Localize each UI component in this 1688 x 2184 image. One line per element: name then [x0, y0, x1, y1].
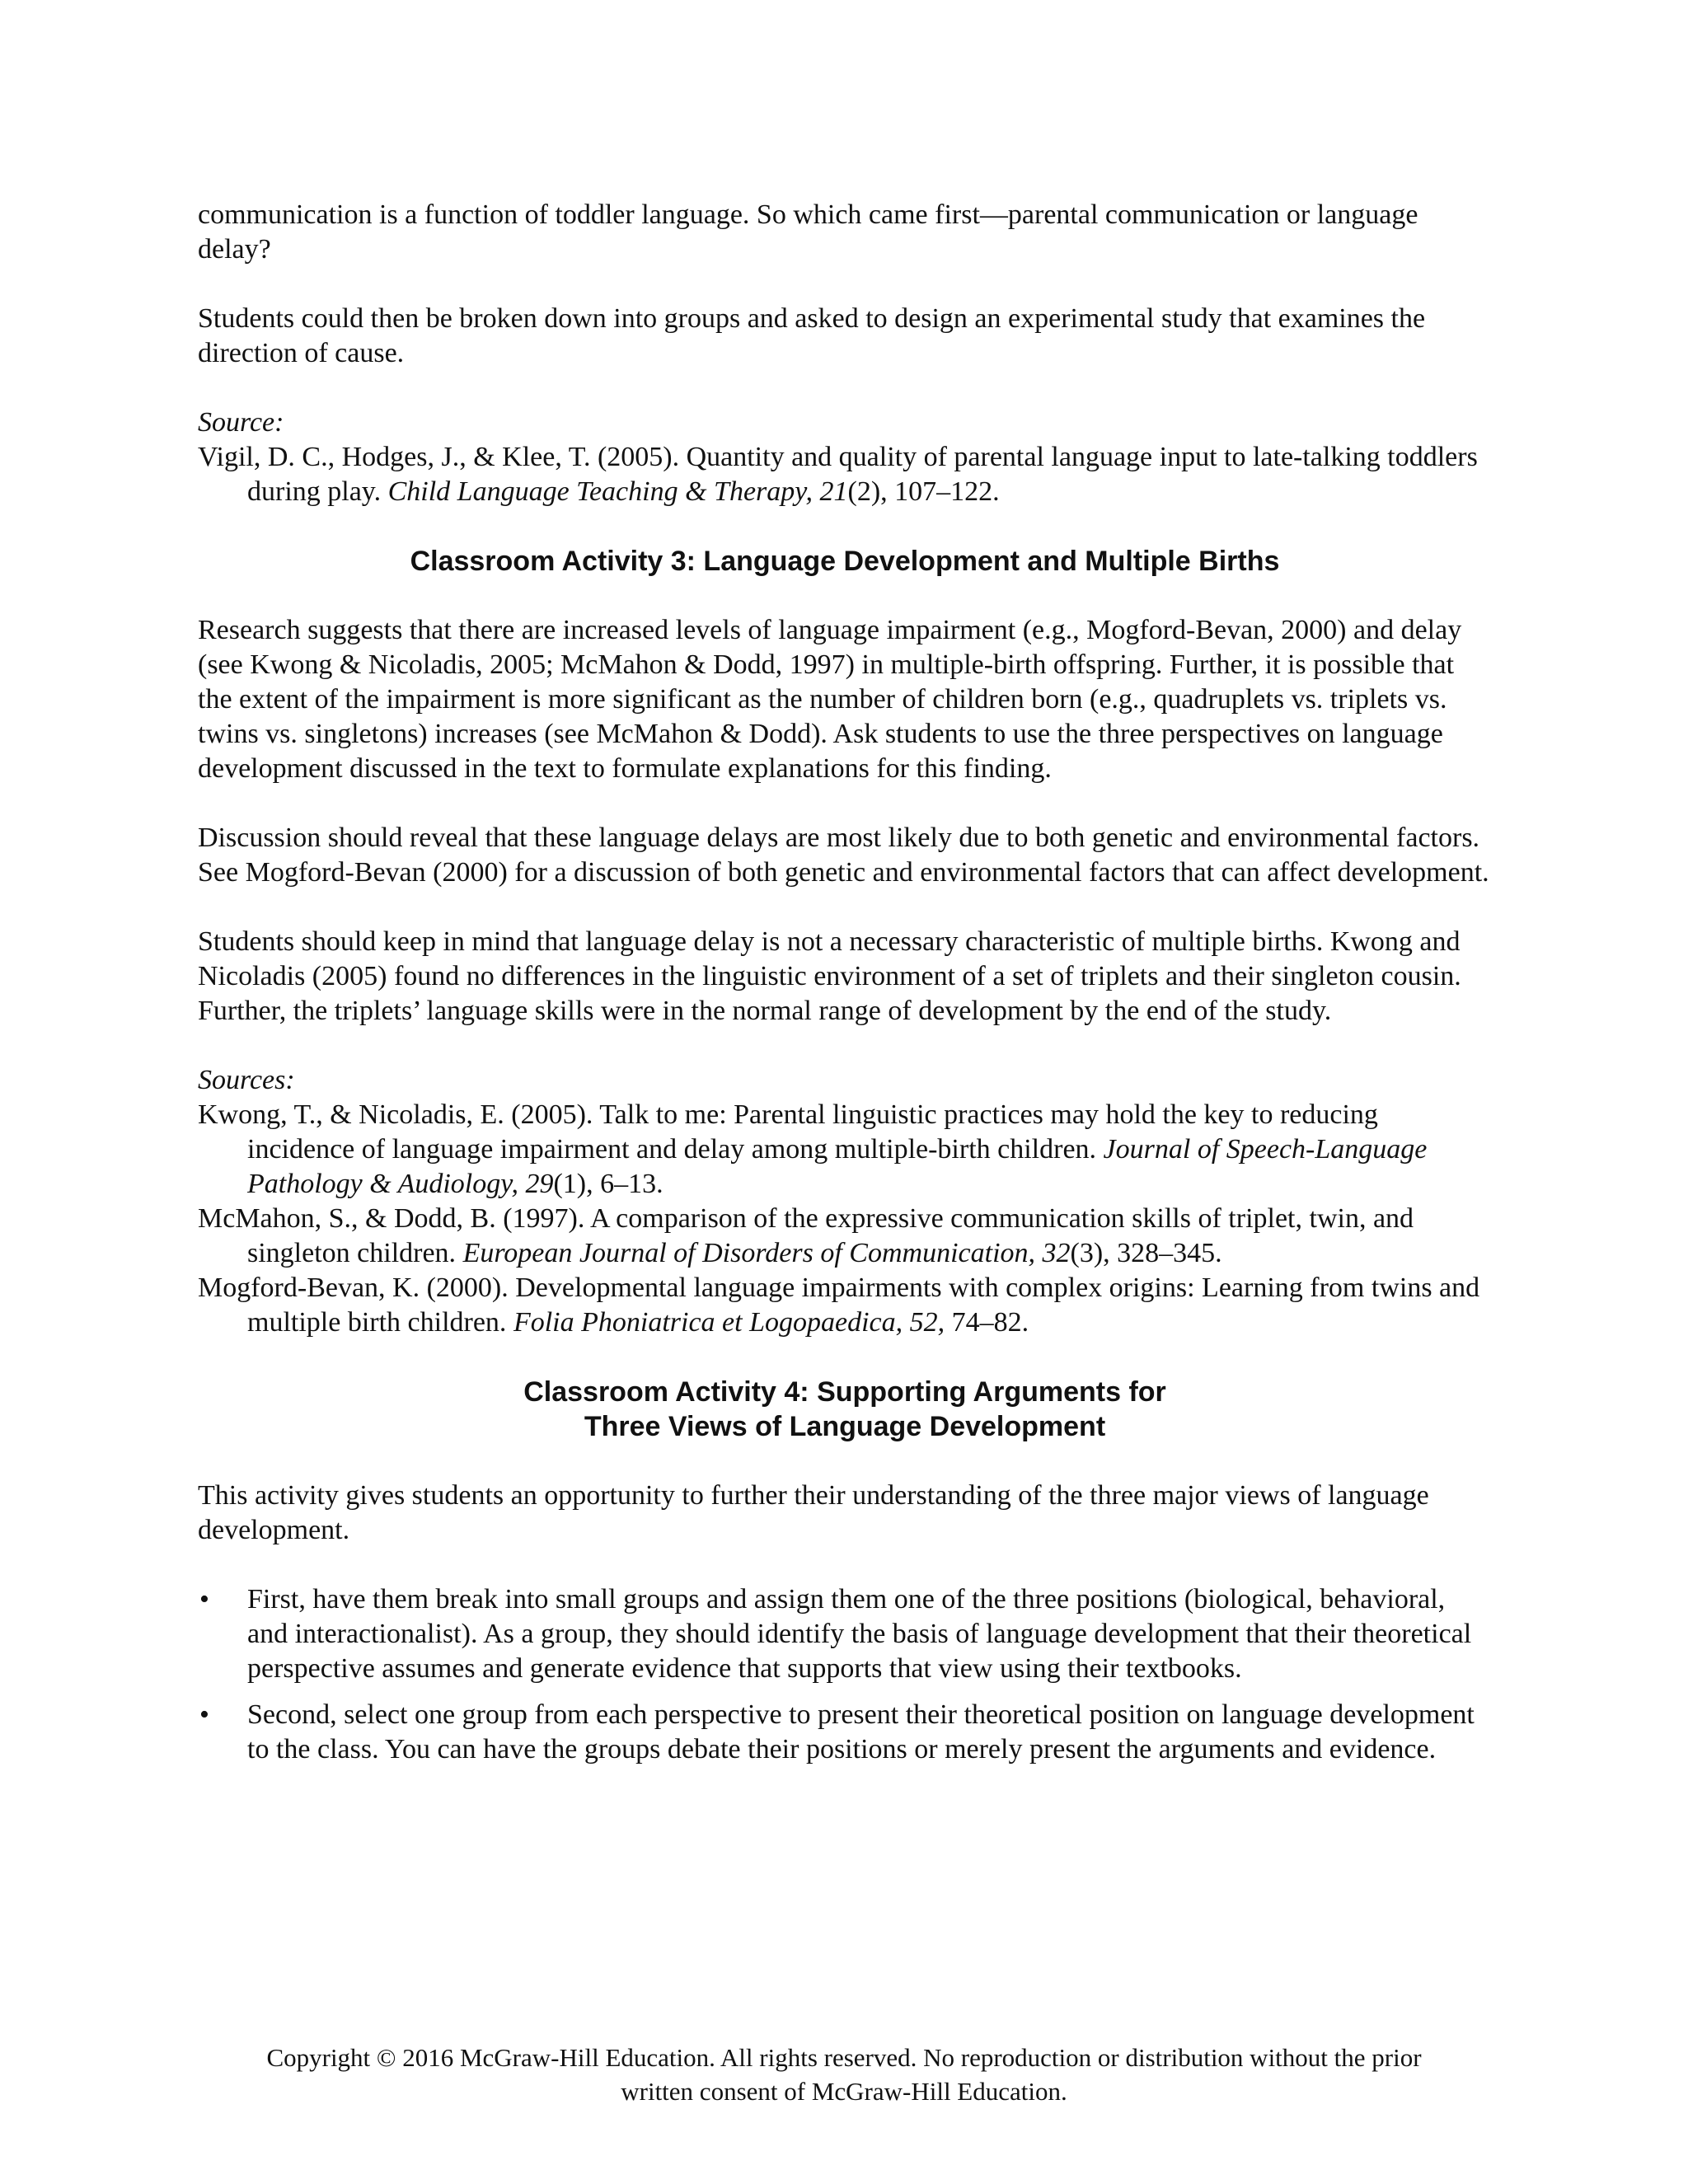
document-page: [198, 198, 1492, 1779]
bullet-icon: •: [199, 1699, 209, 1730]
activity-4-steps: [198, 1582, 1492, 1767]
activity-4-intro: This activity gives students an opportunity to further their understanding of the three major views of language development.: [198, 1480, 1429, 1545]
activity-4-heading-line-2: Three Views of Language Development: [584, 1411, 1106, 1442]
activity-3-paragraph-1: Research suggests that there are increased levels of language impairment (e.g., Mogford-Bevan, 2000) and delay (see Kwong & Nicoladis, 2005; McMahon & Dodd, 1997) in multiple-birth offspring. Further, it is possible that the extent of the impairment is more significant as the number of children born (e.g., quadruplets vs. triplets vs. twins vs. singletons) increases (see McMahon & Dodd). Ask students to use the three perspectives on language development discussed in the text to formulate explanations for this finding.: [198, 615, 1462, 784]
copyright-footer: [0, 2041, 1688, 2108]
activity-4-heading-line-1: Classroom Activity 4: Supporting Arguments for: [523, 1376, 1166, 1408]
activity-3-paragraph-2: Discussion should reveal that these language delays are most likely due to both genetic and environmental factors. See Mogford-Bevan (2000) for a discussion of both genetic and environmental factors that can affect development.: [198, 823, 1489, 888]
list-item: [198, 1582, 1492, 1686]
intro-paragraph-1: communication is a function of toddler language. So which came first—parental communication or language delay?: [198, 199, 1418, 265]
source-label: Source:: [198, 407, 284, 438]
bullet-icon: •: [199, 1584, 209, 1615]
activity-3-heading: Classroom Activity 3: Language Development and Multiple Births: [410, 546, 1280, 577]
reference-mogford: Mogford-Bevan, K. (2000). Developmental language impairments with complex origins: Learning from twins and multiple birth children. Folia Phoniatrica et Logopaedica, 52, 74–82.: [198, 1272, 1480, 1338]
intro-paragraph-2: Students could then be broken down into groups and asked to design an experimental study that examines the direction of cause.: [198, 303, 1426, 368]
step-text: Second, select one group from each perspective to present their theoretical position on language development to the class. You can have the groups debate their positions or merely present the arguments and evidence.: [247, 1699, 1475, 1765]
sources-label: Sources:: [198, 1065, 295, 1095]
step-text: First, have them break into small groups and assign them one of the three positions (biological, behavioral, and interactionalist). As a group, they should identify the basis of language development that their theoretical perspective assumes and generate evidence that supports that view using their textbooks.: [247, 1584, 1472, 1684]
reference-mcmahon: McMahon, S., & Dodd, B. (1997). A comparison of the expressive communication skills of triplet, twin, and singleton children. European Journal of Disorders of Communication, 32(3), 328–345.: [198, 1203, 1414, 1268]
activity-3-paragraph-3: Students should keep in mind that language delay is not a necessary characteristic of multiple births. Kwong and Nicoladis (2005) found no differences in the linguistic environment of a set of triplets and their singleton cousin. Further, the triplets’ language skills were in the normal range of development by the end of the study.: [198, 926, 1461, 1026]
activity-4-heading: [198, 1375, 1492, 1444]
list-item: [198, 1698, 1492, 1767]
footer-line-1: Copyright © 2016 McGraw-Hill Education. All rights reserved. No reproduction or distribution without the prior: [266, 2043, 1422, 2072]
footer-line-2: written consent of McGraw-Hill Education.: [621, 2077, 1067, 2106]
reference-kwong: Kwong, T., & Nicoladis, E. (2005). Talk to me: Parental linguistic practices may hold the key to reducing incidence of language impairment and delay among multiple-birth children. Journal of Speech-Language Pathology & Audiology, 29(1), 6–13.: [198, 1099, 1428, 1199]
source-reference: Vigil, D. C., Hodges, J., & Klee, T. (2005). Quantity and quality of parental language input to late-talking toddlers during play. Child Language Teaching & Therapy, 21(2), 107–122.: [198, 442, 1478, 507]
